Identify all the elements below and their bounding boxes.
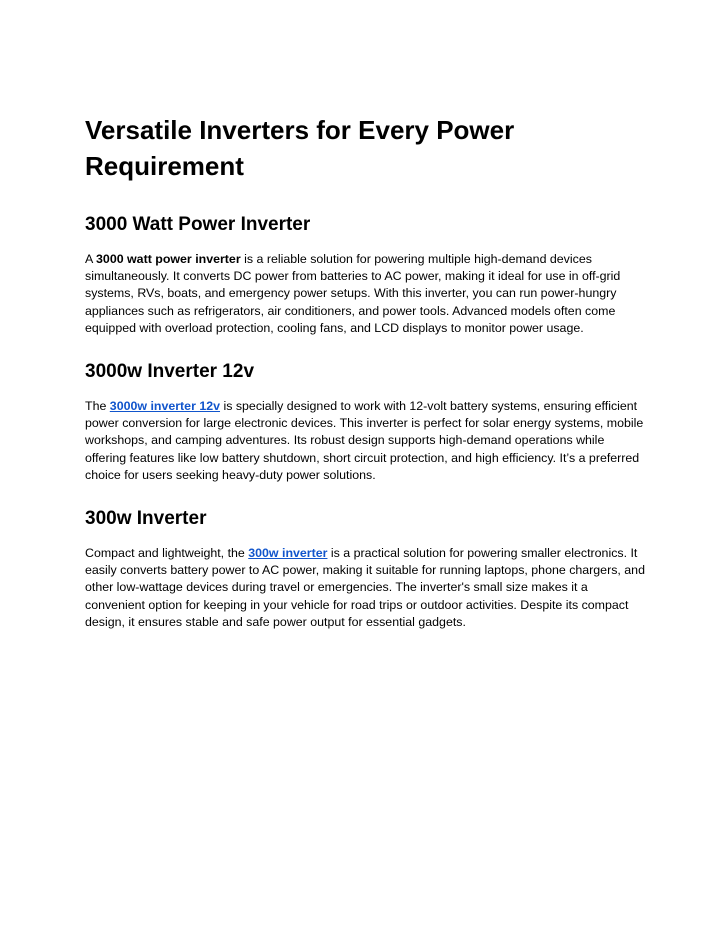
section-heading: 3000w Inverter 12v bbox=[85, 361, 255, 383]
keyword-bold: 3000 watt power inverter bbox=[96, 252, 241, 266]
paragraph-text: is specially designed to work with 12-volt battery systems, ensuring efficient power conversion for large electronic devices. This inverter is perfect for solar energy systems, mobile workshops, and camping adventures. Its robust design supports high-demand operations while offering features like low battery shutdown, short circuit protection, and high efficiency. It’s a preferred choice for users seeking heavy-duty power solutions. bbox=[85, 399, 644, 482]
section-300w-inverter bbox=[85, 507, 645, 631]
page-title: Versatile Inverters for Every Power Requirement bbox=[85, 115, 515, 181]
section-paragraph bbox=[85, 251, 645, 337]
paragraph-text: Compact and lightweight, the bbox=[85, 546, 249, 561]
section-heading: 3000 Watt Power Inverter bbox=[85, 214, 311, 235]
link-3000w-inverter-12v[interactable]: 3000w inverter 12v bbox=[109, 399, 221, 414]
document-page bbox=[85, 112, 645, 631]
paragraph-text: is a practical solution for powering smaller electronics. It easily converts battery power to AC power, making it suitable for running laptops, phone chargers, and other low-wattage devices during travel or emergencies. The inverter's small size makes it a convenient option for keeping in your vehicle for road trips or outdoor activities. Despite its compact design, it ensures stable and safe power output for essential gadgets. bbox=[85, 546, 645, 629]
paragraph-text: A bbox=[85, 252, 97, 266]
section-heading: 300w Inverter bbox=[85, 508, 207, 530]
section-paragraph bbox=[85, 545, 645, 631]
paragraph-text: The bbox=[85, 399, 110, 414]
section-paragraph bbox=[85, 398, 645, 484]
section-3000w-inverter-12v bbox=[85, 360, 645, 484]
link-300w-inverter[interactable]: 300w inverter bbox=[248, 546, 328, 561]
paragraph-text: is a reliable solution for powering multiple high-demand devices simultaneously. It converts DC power from batteries to AC power, making it ideal for use in off-grid systems, RVs, boats, and emergency power setups. With this inverter, you can run power-hungry appliances such as refrigerators, air conditioners, and power tools. Advanced models often come equipped with overload protection, cooling fans, and LCD displays to monitor power usage. bbox=[85, 252, 621, 335]
section-3000-watt-power-inverter bbox=[85, 213, 645, 337]
